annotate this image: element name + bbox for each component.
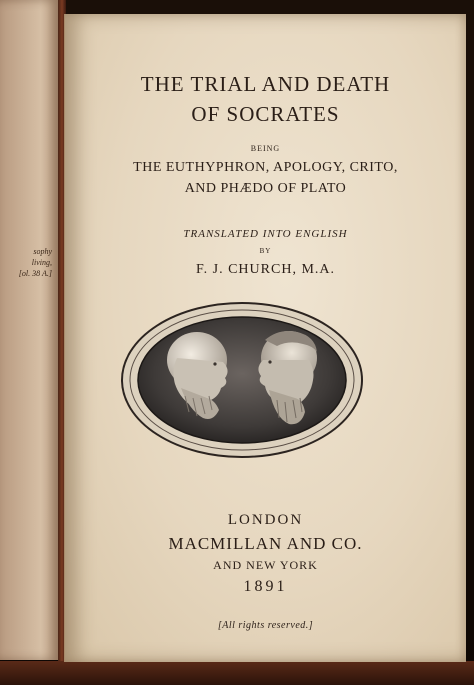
title-page bbox=[64, 14, 466, 662]
cameo-medallion-image bbox=[119, 300, 365, 460]
publication-year: 1891 bbox=[243, 578, 288, 595]
works-line-1: THE EUTHYPHRON, APOLOGY, CRITO, bbox=[133, 160, 398, 175]
translated-label: TRANSLATED INTO ENGLISH bbox=[183, 228, 348, 240]
by-label: BY bbox=[259, 247, 272, 255]
title-line-2: OF SOCRATES bbox=[191, 102, 340, 126]
margin-note bbox=[0, 246, 52, 279]
title-line-1: THE TRIAL AND DEATH bbox=[140, 72, 391, 96]
margin-note-line: [ol. 38 A.] bbox=[18, 269, 52, 278]
being-label: BEING bbox=[250, 144, 281, 153]
margin-note-line: sophy bbox=[33, 247, 52, 256]
works-line-2: AND PHÆDO OF PLATO bbox=[184, 181, 347, 196]
left-facing-page bbox=[0, 0, 60, 660]
rights-notice: [All rights reserved.] bbox=[217, 620, 314, 631]
margin-note-line: living, bbox=[31, 258, 52, 267]
translator-name: F. J. CHURCH, M.A. bbox=[195, 262, 336, 277]
publisher-name: MACMILLAN AND CO. bbox=[168, 534, 363, 553]
publisher-city: LONDON bbox=[227, 512, 304, 528]
publisher-second-city: AND NEW YORK bbox=[213, 558, 318, 572]
cover-edge bbox=[0, 661, 474, 685]
